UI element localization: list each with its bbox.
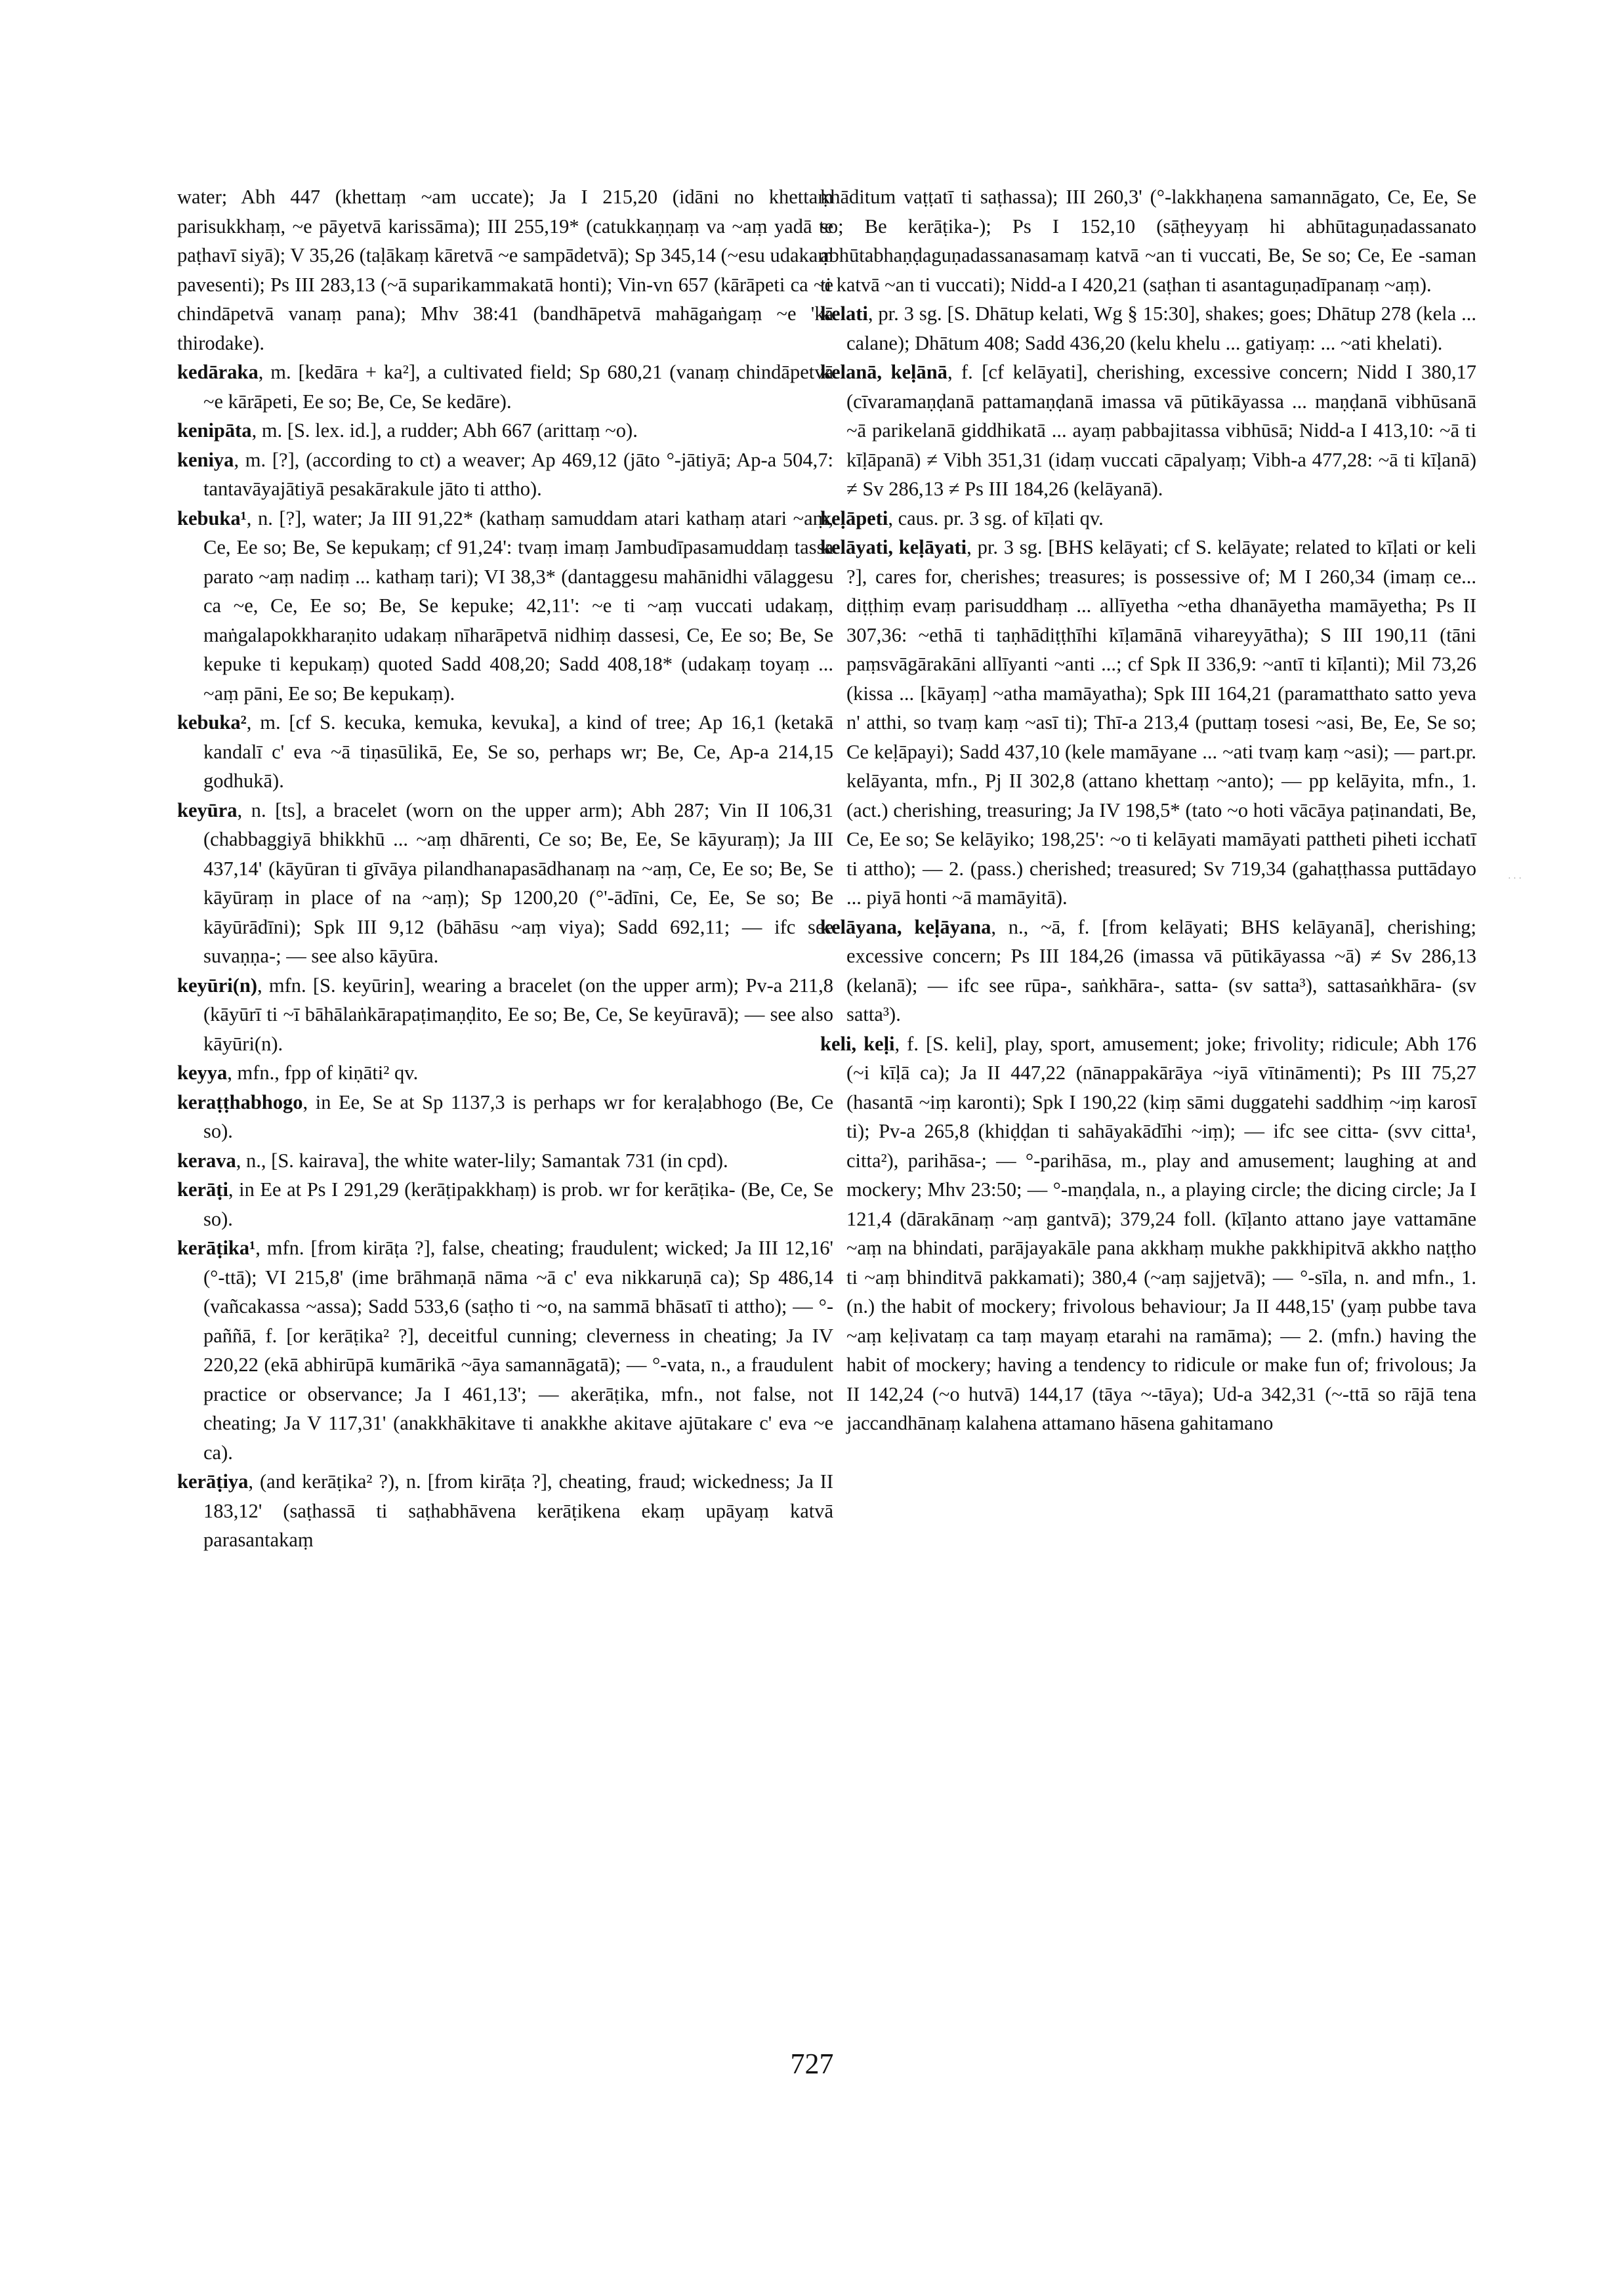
entry-text: m. [kedāra + ka²], a cultivated field; Sp 680,21 (vanaṃ chindāpetvā ~e kārāpeti, Ee so; Be, Ce, Se kedāre). — [203, 361, 833, 413]
entry-text: m. [cf S. kecuka, kemuka, kevuka], a kind of tree; Ap 16,1 (ketakā kandalī c' eva ~ā tiṇasūlikā, Ee, Se so, perhaps wr; Be, Ce, Ap-a 214,15 godhukā). — [203, 711, 833, 792]
headword: kelāyati, keḷāyati — [820, 536, 967, 558]
dictionary-entry: keniya, m. [?], (according to ct) a weaver; Ap 469,12 (jāto °-jātiyā; Ap-a 504,7: tantavāyajātiyā pesakārakule jāto ti attho). — [177, 448, 834, 500]
entry-text: n., ~ā, f. [from kelāyati; BHS kelāyanā], cherishing; excessive concern; Ps III 184,26 (imassa vā pūtikāyassa ~ā) ≠ Sv 286,13 (kelanā); — ifc see rūpa-, saṅkhāra-, satta- (sv satta³), sattasaṅkhāra- (sv satta³). — [846, 915, 1477, 1025]
entry-text: mfn. [S. keyūrin], wearing a bracelet (on the upper arm); Pv-a 211,8 (kāyūrī ti ~ī bāhālaṅkārapaṭimaṇḍito, Ee so; Be, Ce, Se keyūravā); — see also kāyūri(n). — [203, 974, 834, 1055]
entry-text: mfn., fpp of kiṇāti² qv. — [237, 1062, 419, 1084]
dictionary-entry: kebuka¹, n. [?], water; Ja III 91,22* (kathaṃ samuddam atari kathaṃ atari ~aṃ, Ce, Ee so; Be, Se kepukaṃ; cf 91,24': tvaṃ imaṃ Jambudīpasamuddaṃ tassa parato ~aṃ nadiṃ ... kathaṃ tari); VI 38,3* (dantaggesu mahānidhi vālaggesu ca ~e, Ce, Ee so; Be, Se kepuke; 42,11': ~e ti ~aṃ vuccati udakaṃ, maṅgalapokkharaṇito udakaṃ nīharāpetvā nidhiṃ dassesi, Ce, Ee so; Be, Se kepuke ti kepukaṃ) quoted Sadd 408,20; Sadd 408,18* (udakaṃ toyaṃ ... ~aṃ pāni, Ee so; Be kepukaṃ). — [177, 507, 833, 705]
entry-text: caus. pr. 3 sg. of kīḷati qv. — [898, 507, 1104, 529]
dictionary-entry: kelāyati, keḷāyati, pr. 3 sg. [BHS kelāyati; cf S. kelāyate; related to kīḷati or keli ?], cares for, cherishes; treasures; is possessive of; M I 260,34 (imaṃ ce... diṭṭhiṃ evaṃ parisuddhaṃ ... allīyetha ~etha dhanāyetha mamāyetha; Ps II 307,36: ~ethā ti taṇhādiṭṭhīhi kīḷamānā vihareyyātha); S III 190,11 (tāni paṃsvāgārakāni allīyanti ~anti ...; cf Spk II 336,9: ~antī ti kīḷanti); Mil 73,26 (kissa ... [kāyaṃ] ~atha mamāyatha); Spk III 164,21 (paramatthato satto yeva n' atthi, so tvaṃ kaṃ ~asī ti); Thī-a 213,4 (puttaṃ tosesi ~asi, Be, Ee, Se so; Ce keḷāpayi); Sadd 437,10 (kele mamāyane ... ~ati tvaṃ kaṃ ~asi); — part.pr. kelāyanta, mfn., Pj II 302,8 (attano khettaṃ ~anto); — pp kelāyita, mfn., 1. (act.) cherishing, treasuring; Ja IV 198,5* (tato ~o hoti vācāya paṭinandati, Be, Ce, Ee so; Se kelāyiko; 198,25': ~o ti kelāyati mamāyati pattheti piheti icchatī ti attho); — 2. (pass.) cherished; treasured; Sv 719,34 (gahaṭṭhassa puttādayo ... piyā honti ~ā mamāyitā). — [820, 536, 1476, 909]
headword: keli, keḷi — [820, 1032, 895, 1055]
headword: kerāṭi — [177, 1178, 228, 1201]
entry-text: khāditum vaṭṭatī ti saṭhassa); III 260,3' (°-lakkhaṇena samannāgato, Ce, Ee, Se so; Be kerāṭika-); Ps I 152,10 (sāṭheyyaṃ hi abhūtaguṇadassanato abhūtabhaṇḍaguṇadassanasamaṃ katvā ~an ti vuccati, Be, Se so; Ce, Ee -saman ti katvā ~an ti vuccati); Nidd-a I 420,21 (saṭhan ti asantaguṇadīpanaṃ ~aṃ). — [820, 186, 1476, 296]
dictionary-entry: keyūri(n), mfn. [S. keyūrin], wearing a bracelet (on the upper arm); Pv-a 211,8 (kāyūrī ti ~ī bāhālaṅkārapaṭimaṇḍito, Ee so; Be, Ce, Se keyūravā); — see also kāyūri(n). — [177, 974, 834, 1055]
entry-continuation — [177, 182, 833, 358]
dictionary-entry: kerāṭi, in Ee at Ps I 291,29 (kerāṭipakkhaṃ) is prob. wr for kerāṭika- (Be, Ce, Se so). — [177, 1178, 833, 1230]
entry-text: in Ee, Se at Sp 1137,3 is perhaps wr for keraḷabhogo (Be, Ce so). — [203, 1090, 833, 1142]
entry-text: (and kerāṭika² ?), n. [from kirāṭa ?], cheating, fraud; wickedness; Ja II 183,12' (saṭhassā ti saṭhabhāvena kerāṭikena ekaṃ upāyaṃ katvā parasantakaṃ — [203, 1470, 834, 1551]
headword: kerava — [177, 1149, 236, 1172]
headword: keḷāpeti — [820, 507, 888, 529]
dictionary-entry: kenipāta, m. [S. lex. id.], a rudder; Abh 667 (arittaṃ ~o). — [177, 419, 638, 442]
headword: keyūra — [177, 798, 238, 821]
right-column — [820, 182, 1476, 1438]
headword: kelāyana, keḷāyana — [820, 915, 991, 938]
dictionary-entry: keraṭṭhabhogo, in Ee, Se at Sp 1137,3 is perhaps wr for keraḷabhogo (Be, Ce so). — [177, 1090, 833, 1142]
dictionary-entry: keyūra, n. [ts], a bracelet (worn on the upper arm); Abh 287; Vin II 106,31 (chabbaggiyā bhikkhū ... ~aṃ dhārenti, Ce so; Be, Ee, Se kāyuraṃ); Ja III 437,14' (kāyūran ti gīvāya pilandhanapasādhanaṃ na ~aṃ, Ce, Ee so; Be, Se kāyūraṃ in place of na ~aṃ); Sp 1200,20 (°'-ādīni, Ce, Ee, Se so; Be kāyūrādīni); Spk III 9,12 (bāhāsu ~aṃ viya); Sadd 692,11; — ifc see suvaṇṇa-; — see also kāyūra. — [177, 798, 833, 967]
entry-text: f. [S. keli], play, sport, amusement; joke; frivolity; ridicule; Abh 176 (~i kīḷā ca); Ja II 447,22 (nānappakārāya ~iyā vītināmenti); Ps III 75,27 (hasantā ~iṃ karonti); Spk I 190,22 (kiṃ sāmi duggatehi saddhiṃ ~iṃ karosī ti); Pv-a 265,8 (khiḍḍan ti sahāyakādīhi ~iṃ); — ifc see citta- (svv citta¹, citta²), parihāsa-; — °-parihāsa, m., play and amusement; laughing at and mockery; Mhv 23:50; — °-maṇḍala, n., a playing circle; the dicing circle; Ja I 121,4 (dārakānaṃ ~aṃ gantvā); 379,24 foll. (kīḷanto attano jaye vattamāne ~aṃ na bhindati, parājayakāle pana akkhaṃ mukhe pakkhipitvā akkho naṭṭho ti ~aṃ bhinditvā pakkamati); 380,4 (~aṃ sajjetvā); — °-sīla, n. and mfn., 1. (n.) the habit of mockery; frivolous behaviour; Ja II 448,15' (yaṃ pubbe tava ~aṃ keḷivataṃ ca taṃ mayaṃ etarahi na ramāma); — 2. (mfn.) having the habit of mockery; having a tendency to ridicule or make fun of; frivolous; Ja II 142,24 (~o hutvā) 144,17 (tāya ~-tāya); Ud-a 342,31 (~-ttā so rājā tena jaccandhānaṃ kalahena attamano hāsena gahitamano — [846, 1032, 1476, 1434]
entry-text: n. [ts], a bracelet (worn on the upper arm); Abh 287; Vin II 106,31 (chabbaggiyā bhikkhū ... ~aṃ dhārenti, Ce so; Be, Ee, Se kāyuraṃ); Ja III 437,14' (kāyūran ti gīvāya pilandhanapasādhanaṃ na ~aṃ, Ce, Ee so; Be, Se kāyūraṃ in place of na ~aṃ); Sp 1200,20 (°'-ādīni, Ce, Ee, Se so; Be kāyūrādīni); Spk III 9,12 (bāhāsu ~aṃ viya); Sadd 692,11; — ifc see suvaṇṇa-; — see also kāyūra. — [203, 798, 833, 967]
entry-text: n. [?], water; Ja III 91,22* (kathaṃ samuddam atari kathaṃ atari ~aṃ, Ce, Ee so; Be, Se kepukaṃ; cf 91,24': tvaṃ imaṃ Jambudīpasamuddaṃ tassa parato ~aṃ nadiṃ ... kathaṃ tari); VI 38,3* (dantaggesu mahānidhi vālaggesu ca ~e, Ce, Ee so; Be, Se kepuke; 42,11': ~e ti ~aṃ vuccati udakaṃ, maṅgalapokkharaṇito udakaṃ nīharāpetvā nidhiṃ dassesi, Ce, Ee so; Be, Se kepuke ti kepukaṃ) quoted Sadd 408,20; Sadd 408,18* (udakaṃ toyaṃ ... ~aṃ pāni, Ee so; Be kepukaṃ). — [203, 507, 833, 705]
dictionary-entry: kelanā, keḷānā, f. [cf kelāyati], cherishing, excessive concern; Nidd I 380,17 (cīvaramaṇḍanā pattamaṇḍanā imassa vā pūtikāyassa ... maṇḍanā vibhūsanā ~ā parikelanā giddhikatā ... ayaṃ pabbajitassa vibhūsā; Nidd-a I 413,10: ~ā ti kīḷāpanā) ≠ Vibh 351,31 (idaṃ vuccati cāpalyaṃ; Vibh-a 477,28: ~ā ti kīḷanā) ≠ Sv 286,13 ≠ Ps III 184,26 (kelāyanā). — [820, 361, 1476, 500]
entry-text: f. [cf kelāyati], cherishing, excessive concern; Nidd I 380,17 (cīvaramaṇḍanā pattamaṇḍanā imassa vā pūtikāyassa ... maṇḍanā vibhūsanā ~ā parikelanā giddhikatā ... ayaṃ pabbajitassa vibhūsā; Nidd-a I 413,10: ~ā ti kīḷāpanā) ≠ Vibh 351,31 (idaṃ vuccati cāpalyaṃ; Vibh-a 477,28: ~ā ti kīḷanā) ≠ Sv 286,13 ≠ Ps III 184,26 (kelāyanā). — [846, 361, 1476, 500]
entry-text: water; Abh 447 (khettaṃ ~am uccate); Ja I 215,20 (idāni no khettaṃ parisukkhaṃ, ~e pāyetvā karissāma); III 255,19* (catukkaṇṇaṃ va ~aṃ yadā te paṭhavī siyā); V 35,26 (taḷākaṃ kāretvā ~e sampādetvā); Sp 345,14 (~esu udakaṃ pavesenti); Ps III 283,13 (~ā suparikammakatā honti); Vin-vn 657 (kārāpeti ca ~e chindāpetvā vanaṃ pana); Mhv 38:41 (bandhāpetvā mahāgaṅgaṃ ~e 'kā thirodake). — [177, 186, 833, 354]
dictionary-entry: kelāyana, keḷāyana, n., ~ā, f. [from kelāyati; BHS kelāyanā], cherishing; excessive concern; Ps III 184,26 (imassa vā pūtikāyassa ~ā) ≠ Sv 286,13 (kelanā); — ifc see rūpa-, saṅkhāra-, satta- (sv satta³), sattasaṅkhāra- (sv satta³). — [820, 915, 1477, 1025]
headword: kedāraka — [177, 361, 259, 383]
dictionary-entry: kebuka², m. [cf S. kecuka, kemuka, kevuka], a kind of tree; Ap 16,1 (ketakā kandalī c' eva ~ā tiṇasūlikā, Ee, Se so, perhaps wr; Be, Ce, Ap-a 214,15 godhukā). — [177, 711, 833, 792]
left-column — [177, 182, 833, 1555]
headword: keyūri(n) — [177, 974, 257, 997]
dictionary-entry: keḷāpeti, caus. pr. 3 sg. of kīḷati qv. — [820, 507, 1104, 529]
dictionary-entry: kerāṭiya, (and kerāṭika² ?), n. [from kirāṭa ?], cheating, fraud; wickedness; Ja II 183,12' (saṭhassā ti saṭhabhāvena kerāṭikena ekaṃ upāyaṃ katvā parasantakaṃ — [177, 1470, 834, 1551]
entry-text: m. [?], (according to ct) a weaver; Ap 469,12 (jāto °-jātiyā; Ap-a 504,7: tantavāyajātiyā pesakārakule jāto ti attho). — [203, 448, 834, 500]
headword: keniya — [177, 448, 234, 471]
page-number: 727 — [790, 2048, 834, 2080]
headword: kebuka² — [177, 711, 247, 734]
headword: keyya — [177, 1062, 228, 1084]
entry-text: pr. 3 sg. [S. Dhātup kelati, Wg § 15:30], shakes; goes; Dhātup 278 (kela ... calane); Dhātum 408; Sadd 436,20 (kelu khelu ... gatiyaṃ: ... ~ati khelati). — [846, 302, 1476, 354]
headword: kelati — [820, 302, 868, 325]
dictionary-entry: keli, keḷi, f. [S. keli], play, sport, amusement; joke; frivolity; ridicule; Abh 176 (~i kīḷā ca); Ja II 447,22 (nānappakārāya ~iyā vītināmenti); Ps III 75,27 (hasantā ~iṃ karonti); Spk I 190,22 (kiṃ sāmi duggatehi saddhiṃ ~iṃ karosī ti); Pv-a 265,8 (khiḍḍan ti sahāyakādīhi ~iṃ); — ifc see citta- (svv citta¹, citta²), parihāsa-; — °-parihāsa, m., play and amusement; laughing at and mockery; Mhv 23:50; — °-maṇḍala, n., a playing circle; the dicing circle; Ja I 121,4 (dārakānaṃ ~aṃ gantvā); 379,24 foll. (kīḷanto attano jaye vattamāne ~aṃ na bhindati, parājayakāle pana akkhaṃ mukhe pakkhipitvā akkho naṭṭho ti ~aṃ bhinditvā pakkamati); 380,4 (~aṃ sajjetvā); — °-sīla, n. and mfn., 1. (n.) the habit of mockery; frivolous behaviour; Ja II 448,15' (yaṃ pubbe tava ~aṃ keḷivataṃ ca taṃ mayaṃ etarahi na ramāma); — 2. (mfn.) having the habit of mockery; having a tendency to ridicule or make fun of; frivolous; Ja II 142,24 (~o hutvā) 144,17 (tāya ~-tāya); Ud-a 342,31 (~-ttā so rājā tena jaccandhānaṃ kalahena attamano hāsena gahitamano — [820, 1032, 1476, 1434]
scan-speck: · · · — [1508, 874, 1522, 884]
dictionary-entry: kedāraka, m. [kedāra + ka²], a cultivated field; Sp 680,21 (vanaṃ chindāpetvā ~e kārāpeti, Ee so; Be, Ce, Se kedāre). — [177, 361, 833, 413]
headword: kerāṭika¹ — [177, 1237, 256, 1259]
dictionary-entry: keyya, mfn., fpp of kiṇāti² qv. — [177, 1062, 419, 1084]
entry-text: mfn. [from kirāṭa ?], false, cheating; fraudulent; wicked; Ja III 12,16' (°-ttā); VI 215,8' (ime brāhmaṇā nāma ~ā c' eva nikkaruṇā ca); Sp 486,14 (vañcakassa ~assa); Sadd 533,6 (saṭho ti ~o, na sammā bhāsatī ti attho); — °-paññā, f. [or kerāṭika² ?], deceitful cunning; cleverness in cheating; Ja IV 220,22 (ekā abhirūpā kumārikā ~āya samannāgatā); — °-vata, n., a fraudulent practice or observance; Ja I 461,13'; — akerāṭika, mfn., not false, not cheating; Ja V 117,31' (anakkhākitave ti anakkhe akitave ajūtakare c' eva ~e ca). — [203, 1237, 833, 1464]
headword: kebuka¹ — [177, 507, 247, 529]
entry-continuation — [820, 182, 1476, 299]
entry-text: m. [S. lex. id.], a rudder; Abh 667 (arittaṃ ~o). — [261, 419, 638, 442]
dictionary-entry: kerāṭika¹, mfn. [from kirāṭa ?], false, cheating; fraudulent; wicked; Ja III 12,16' (°-ttā); VI 215,8' (ime brāhmaṇā nāma ~ā c' eva nikkaruṇā ca); Sp 486,14 (vañcakassa ~assa); Sadd 533,6 (saṭho ti ~o, na sammā bhāsatī ti attho); — °-paññā, f. [or kerāṭika² ?], deceitful cunning; cleverness in cheating; Ja IV 220,22 (ekā abhirūpā kumārikā ~āya samannāgatā); — °-vata, n., a fraudulent practice or observance; Ja I 461,13'; — akerāṭika, mfn., not false, not cheating; Ja V 117,31' (anakkhākitave ti anakkhe akitave ajūtakare c' eva ~e ca). — [177, 1237, 833, 1464]
headword: kenipāta — [177, 419, 252, 442]
dictionary-entry: kelati, pr. 3 sg. [S. Dhātup kelati, Wg § 15:30], shakes; goes; Dhātup 278 (kela ... calane); Dhātum 408; Sadd 436,20 (kelu khelu ... gatiyaṃ: ... ~ati khelati). — [820, 302, 1476, 354]
entry-text: n., [S. kairava], the white water-lily; Samantak 731 (in cpd). — [246, 1149, 728, 1172]
headword: kerāṭiya — [177, 1470, 249, 1493]
entry-text: in Ee at Ps I 291,29 (kerāṭipakkhaṃ) is prob. wr for kerāṭika- (Be, Ce, Se so). — [203, 1178, 833, 1230]
headword: keraṭṭhabhogo — [177, 1090, 303, 1113]
headword: kelanā, keḷānā — [820, 361, 947, 383]
dictionary-entry: kerava, n., [S. kairava], the white water-lily; Samantak 731 (in cpd). — [177, 1149, 728, 1172]
entry-text: pr. 3 sg. [BHS kelāyati; cf S. kelāyate; related to kīḷati or keli ?], cares for, cherishes; treasures; is possessive of; M I 260,34 (imaṃ ce... diṭṭhiṃ evaṃ parisuddhaṃ ... allīyetha ~etha dhanāyetha mamāyetha; Ps II 307,36: ~ethā ti taṇhādiṭṭhīhi kīḷamānā vihareyyātha); S III 190,11 (tāni paṃsvāgārakāni allīyanti ~anti ...; cf Spk II 336,9: ~antī ti kīḷanti); Mil 73,26 (kissa ... [kāyaṃ] ~atha mamāyatha); Spk III 164,21 (paramatthato satto yeva n' atthi, so tvaṃ kaṃ ~asī ti); Thī-a 213,4 (puttaṃ tosesi ~asi, Be, Ee, Se so; Ce keḷāpayi); Sadd 437,10 (kele mamāyane ... ~ati tvaṃ kaṃ ~asi); — part.pr. kelāyanta, mfn., Pj II 302,8 (attano khettaṃ ~anto); — pp kelāyita, mfn., 1. (act.) cherishing, treasuring; Ja IV 198,5* (tato ~o hoti vācāya paṭinandati, Be, Ce, Ee so; Se kelāyiko; 198,25': ~o ti kelāyati mamāyati pattheti piheti icchatī ti attho); — 2. (pass.) cherished; treasured; Sv 719,34 (gahaṭṭhassa puttādayo ... piyā honti ~ā mamāyitā). — [846, 536, 1476, 909]
